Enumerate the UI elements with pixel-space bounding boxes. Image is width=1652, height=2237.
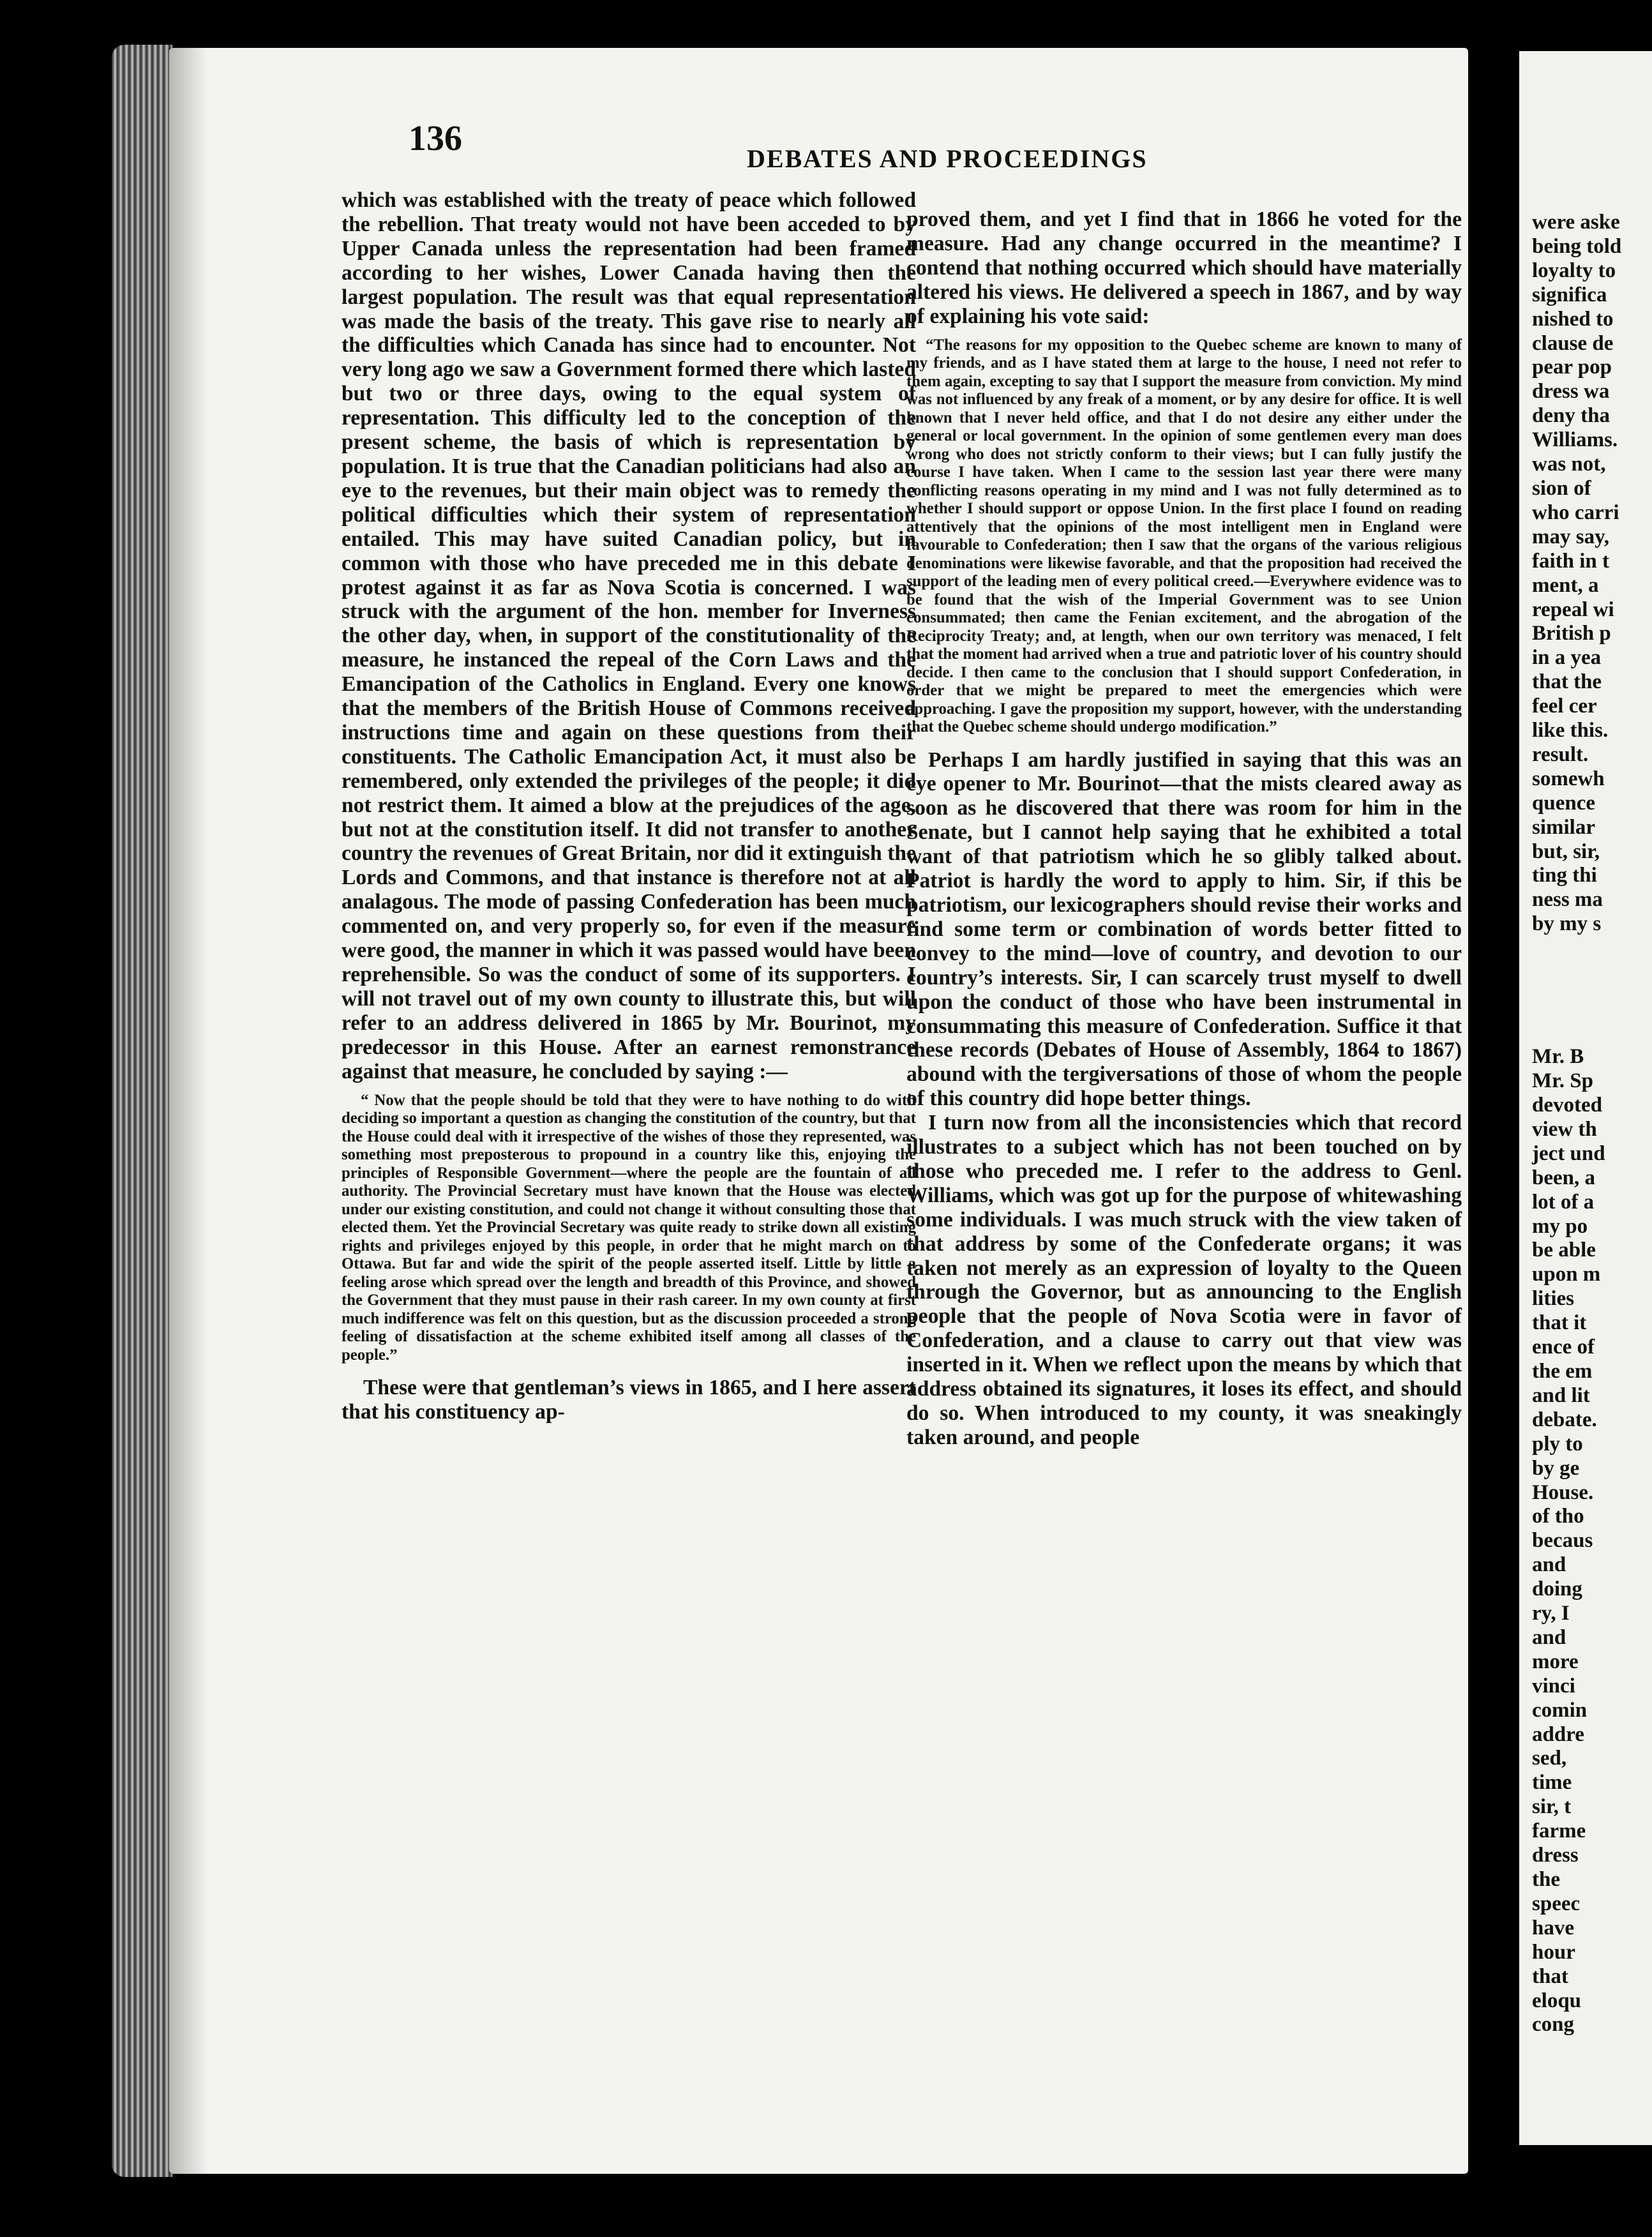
facing-page-line: dress wa [1532, 380, 1610, 403]
facing-page-line: who carri [1532, 501, 1619, 524]
facing-page-line: ment, a [1532, 573, 1599, 597]
facing-page-line: similar [1532, 815, 1595, 839]
facing-page-line: have [1532, 1916, 1574, 1939]
facing-page-line: dress [1532, 1844, 1579, 1867]
facing-page-line: my po [1532, 1214, 1588, 1238]
facing-page-line: result. [1532, 742, 1589, 766]
facing-page-line: lities [1532, 1287, 1574, 1311]
page-edge-stack [112, 45, 172, 2177]
facing-page-line: eloqu [1532, 1989, 1582, 2012]
page-number: 136 [409, 119, 462, 158]
facing-page-line: may say, [1532, 525, 1610, 548]
facing-page-line: ject und [1532, 1141, 1605, 1165]
facing-page-line: view th [1532, 1117, 1597, 1141]
facing-page-line: was not, [1532, 453, 1606, 476]
facing-page-line: sion of [1532, 476, 1591, 500]
right-paragraph-2: Perhaps I am hardly justified in saying that this was an eye opener to Mr. Bourinot—that the mists cleared away as soon as he discovered that there was room for him in the Senate, but I cannot help saying that he exhibited a total want of that patriotism which he so glibly talked about. Patriot is hardly the word to apply to him. Sir, if this be patriotism, our lexicographers should revise their works and find some term or combination of words better fitted to convey to the mind—love of country, and devotion to our country’s interests. Sir, I can scarcely trust myself to dwell upon the conduct of those who have been instrumental in consummating this measure of Confederation. Suffice it that these records (Debates of House of Assembly, 1864 to 1867) abound with the tergiversations of those of whom the people of this country did hope better things. [906, 748, 1462, 1111]
facing-page-line: upon m [1532, 1263, 1601, 1286]
right-quotation: “The reasons for my opposition to the Quebec scheme are known to many of my friends, and as I have stated them at large to the house, I need not refer to them again, excepting to say that I support the measure from conviction. My mind was not influenced by any freak of a moment, or by any desire for office. It is well known that I never held office, and that I do not desire any either under the general or local government. In the opinion of some gentlemen every man does wrong who does not strictly conform to their views; but I can fully justify the course I have taken. When I came to the session last year there were many conflicting reasons operating in my mind and I was not fully determined as to whether I should support or oppose Union. In the first place I found on reading attentively that the opinions of the most intelligent men in England were favourable to Confederation; then I saw that the organs of the various religious denominations were likewise favorable, and that the proposition had received the support of the leading men of every political creed.—Everywhere evidence was to be found that the wish of the Imperial Government was to see Union consummated; then came the Fenian excitement, and the abrogation of the Reciprocity Treaty; and, at length, when our own territory was menaced, I felt that the moment had arrived when a true and patriotic lover of his country should decide. I then came to the conclusion that I should support Confederation, in order that we might be prepared to meet the emergencies which were approaching. I gave the proposition my support, however, with the understanding that the Quebec scheme should undergo modification.” [906, 336, 1462, 736]
facing-page-line: repeal wi [1532, 598, 1614, 621]
facing-page-line: been, a [1532, 1166, 1595, 1189]
facing-page-fragment [1519, 51, 1652, 2145]
facing-page-line: becaus [1532, 1529, 1593, 1553]
facing-page-line: lot of a [1532, 1190, 1595, 1214]
facing-page-line: feel cer [1532, 695, 1597, 718]
facing-page-line: ply to [1532, 1432, 1583, 1456]
facing-page-line: that [1532, 1964, 1568, 1988]
facing-page-line: by my s [1532, 912, 1602, 936]
facing-page-line: ting thi [1532, 864, 1597, 887]
facing-page-line: that it [1532, 1311, 1587, 1335]
facing-page-line: in a yea [1532, 646, 1602, 670]
facing-page-text [1532, 211, 1652, 2037]
facing-page-gap [1532, 937, 1652, 1045]
facing-page-line: farme [1532, 1819, 1586, 1843]
facing-page-line: debate. [1532, 1408, 1597, 1431]
right-paragraph-3: I turn now from all the inconsistencies which that record illustrates to a subject which has not been touched on by those who preceded me. I refer to the address to Genl. Williams, which was got up for the purpose of whitewashing some individuals. I was much struck with the view taken of that address by some of the Confederate organs; it was taken not merely as an expression of loyalty to the Queen through the Governor, but as announcing to the English people that the people of Nova Scotia were in favor of Confederation, and a clause to carry out that view was inserted in it. When we reflect upon the means by which that address obtained its signatures, it loses its effect, and should do so. When introduced to my county, it was sneakingly taken around, and people [906, 1111, 1462, 1449]
left-column [342, 188, 916, 1424]
right-paragraph-1: proved them, and yet I find that in 1866 he voted for the measure. Had any change occurred in the meantime? I contend that nothing occurred which should have materially altered his views. He delivered a speech in 1867, and by way of explaining his vote said: [906, 207, 1462, 328]
facing-page-line: but, sir, [1532, 840, 1600, 863]
facing-page-line: and [1532, 1553, 1566, 1577]
left-paragraph-2: These were that gentleman’s views in 1865, and I here assert that his constituency ap- [342, 1376, 916, 1424]
facing-page-line: quence [1532, 791, 1595, 815]
facing-page-line: somewh [1532, 767, 1605, 790]
facing-page-line: Williams. [1532, 428, 1618, 452]
left-quotation: “ Now that the people should be told that they were to have nothing to do with deciding so important a question as changing the constitution of the country, but that the House could deal with it irrespective of the wishes of those they represented, was something most preposterous to propound in a country like this, enjoying the principles of Responsible Government—where the people are the fountain of all authority. The Provincial Secretary must have known that the House was elected under our existing constitution, and could not change it without consulting those that elected them. Yet the Provincial Secretary was quite ready to strike down all existing rights and privileges enjoyed by this people, in order that he might march on to Ottawa. But far and wide the spirit of the people asserted itself. Little by little a feeling arose which spread over the length and breadth of this Province, and showed the Government that they must pause in their rash career. In my own county at first much indifference was felt on this question, but as the discussion proceeded a strong feeling of dissatisfaction at the scheme exhibited itself among all classes of the people.” [342, 1091, 916, 1364]
facing-page-line: the [1532, 1868, 1560, 1891]
facing-page-line: that the [1532, 670, 1602, 694]
facing-page-line: time [1532, 1771, 1572, 1795]
facing-page-line: be able [1532, 1239, 1596, 1262]
facing-page-line: faith in t [1532, 549, 1610, 573]
facing-page-line: being told [1532, 234, 1622, 258]
facing-page-line: ry, I [1532, 1602, 1570, 1625]
facing-page-line: speec [1532, 1892, 1581, 1915]
gutter-shadow [169, 48, 207, 2174]
facing-page-line: addre [1532, 1722, 1584, 1746]
facing-page-line: clause de [1532, 331, 1614, 355]
facing-page-line: nished to [1532, 307, 1614, 331]
facing-page-line: the em [1532, 1359, 1593, 1383]
facing-page-line: hour [1532, 1940, 1575, 1964]
facing-page-line: devoted [1532, 1094, 1602, 1117]
facing-page-line: British p [1532, 622, 1611, 645]
facing-page-line: loyalty to [1532, 259, 1616, 282]
facing-page-line: Mr. Sp [1532, 1069, 1593, 1093]
facing-page-line: sir, t [1532, 1795, 1572, 1819]
facing-page-line: Mr. B [1532, 1045, 1584, 1069]
facing-page-line: pear pop [1532, 356, 1612, 379]
facing-page-line: by ge [1532, 1456, 1580, 1480]
facing-page-line: ence of [1532, 1336, 1595, 1359]
running-head: DEBATES AND PROCEEDINGS [747, 144, 1148, 173]
facing-page-line: of tho [1532, 1505, 1584, 1528]
left-paragraph-1: which was established with the treaty of peace which followed the rebellion. That treaty would not have been acceded to by Upper Canada unless the representation had been framed according to her wishes, Lower Canada having then the largest population. The result was that equal representation was made the basis of the treaty. This gave rise to nearly all the difficulties which Canada has since had to encounter. Not very long ago we saw a Government formed there which lasted but two or three days, owing to the equal system of representation. This difficulty led to the conception of the present scheme, the basis of which is representation by population. It is true that the Canadian politicians had also an eye to the revenues, but their main object was to remedy the political difficulties which their system of representation entailed. This may have suited Canadian policy, but in common with those who have preceded me in this debate I protest against it as far as Nova Scotia is concerned. I was struck with the argument of the hon. member for Inverness the other day, when, in support of the constitutionality of the measure, he instanced the repeal of the Corn Laws and the Emancipation of the Catholics in England. Every one knows that the members of the British House of Commons received instructions time and again on these questions from their constituents. The Catholic Emancipation Act, it must also be remembered, only extended the privileges of the people; it did not restrict them. It aimed a blow at the prejudices of the age, but not at the constitution itself. It did not transfer to another country the revenues of Great Britain, nor did it extinguish the Lords and Commons, and that instance is therefore not at all analagous. The mode of passing Confederation has been much commented on, and very properly so, for even if the measure were good, the manner in which it was passed would have been reprehensible. So was the conduct of some of its supporters. I will not travel out of my own county to illustrate this, but will refer to an address delivered in 1865 by Mr. Bourinot, my predecessor in this House. After an earnest remonstrance against that measure, he concluded by saying :— [342, 188, 916, 1083]
facing-page-line: significa [1532, 283, 1607, 306]
facing-page-line: deny tha [1532, 404, 1610, 428]
facing-page-line: and [1532, 1625, 1566, 1649]
right-column [906, 207, 1462, 1450]
facing-page-line: sed, [1532, 1747, 1567, 1770]
facing-page-line: House. [1532, 1480, 1594, 1504]
facing-page-line: were aske [1532, 211, 1620, 234]
facing-page-line: ness ma [1532, 888, 1603, 912]
facing-page-line: cong [1532, 2013, 1574, 2037]
facing-page-line: comin [1532, 1698, 1588, 1722]
facing-page-line: and lit [1532, 1383, 1590, 1407]
facing-page-line: vinci [1532, 1674, 1575, 1698]
facing-page-line: like this. [1532, 719, 1609, 742]
facing-page-line: more [1532, 1650, 1579, 1673]
facing-page-line: doing [1532, 1578, 1582, 1601]
